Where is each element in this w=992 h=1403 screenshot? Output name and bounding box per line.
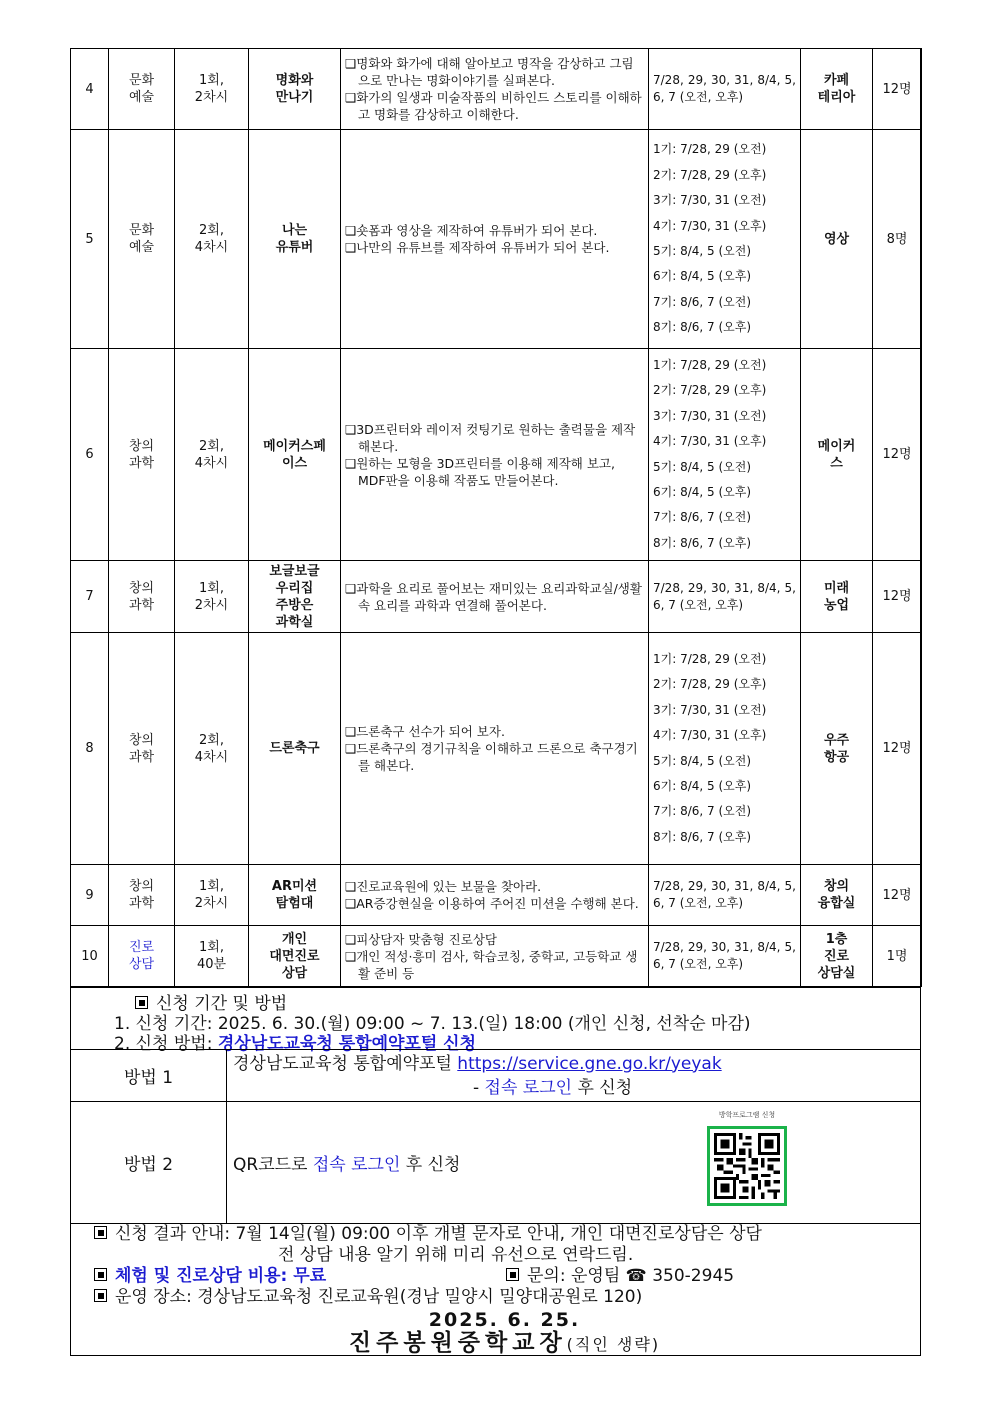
capacity-cell: 8명: [873, 130, 922, 349]
description-cell: [341, 926, 649, 987]
venue-notice: 운영 장소: 경상남도교육청 진로교육원(경남 밀양시 밀양대공원로 120): [70, 1287, 921, 1308]
field-line: 창의: [128, 732, 155, 748]
schedule-cell: [649, 49, 801, 130]
square-bullet-icon: [94, 1226, 107, 1239]
sessions-cell: [175, 926, 249, 987]
field-cell: [109, 865, 175, 926]
signer-name: 진주봉원중학교장: [348, 1330, 567, 1356]
schedule-item: 7/28, 29, 30, 31, 8/4, 5, 6, 7 (오전, 오후): [653, 580, 796, 612]
program-row: [71, 561, 922, 633]
sessions-line: 4차시: [194, 240, 229, 255]
schedule-cell: [649, 561, 801, 633]
description-line: ❑AR증강현실을 이용하여 주어진 미션을 수행해 본다.: [345, 896, 639, 911]
place-cell: [801, 49, 873, 130]
result-notice: 신청 결과 안내: 7월 14일(월) 09:00 이후 개별 문자로 안내, 개인 대면진로상담은 상담: [70, 1224, 921, 1245]
field-line: 문화: [128, 223, 155, 238]
schedule-item: 2기: 7/28, 29 (오후): [653, 383, 767, 398]
description-line: ❑진로교육원에 있는 보물을 찾아라.: [345, 879, 542, 894]
description-cell: [341, 633, 649, 865]
schedule-item: 6기: 8/4, 5 (오후): [653, 484, 752, 499]
program-title-cell: [249, 926, 341, 987]
schedule-item: 5기: 8/4, 5 (오전): [653, 459, 752, 474]
program-title-line: 메이커스페: [263, 438, 326, 454]
program-title-line: 보글보글: [269, 563, 320, 579]
schedule-item: 2기: 7/28, 29 (오후): [653, 167, 767, 182]
description-line: ❑개인 적성·흥미 검사, 학습코칭, 중학교, 고등학교 생활 준비 등: [345, 948, 638, 981]
place-line: 창의: [823, 879, 850, 894]
description-line: ❑피상담자 맞춤형 진로상담: [345, 931, 497, 947]
square-bullet-icon: [506, 1268, 519, 1281]
square-bullet-icon: [135, 996, 148, 1009]
program-title-line: 이스: [281, 455, 308, 471]
row-number: 9: [71, 865, 109, 926]
row-number: 4: [71, 49, 109, 130]
signature-line: [70, 1330, 921, 1356]
schedule-item: 4기: 7/30, 31 (오후): [653, 728, 767, 743]
field-cell: [109, 633, 175, 865]
schedule-item: 7기: 8/6, 7 (오전): [653, 804, 752, 819]
field-line: 창의: [128, 438, 155, 454]
program-title-line: 드론축구: [269, 741, 320, 756]
place-line: 진로: [823, 948, 850, 964]
field-line: 예술: [128, 90, 155, 105]
square-bullet-icon: [94, 1289, 107, 1302]
description-line: ❑과학을 요리로 풀어보는 재미있는 요리과학교실/생활속 요리를 과학과 연결해 풀어본다.: [345, 580, 642, 613]
contact-notice: 문의: 운영팀 ☎ 350-2945: [506, 1266, 734, 1287]
program-title-line: 대면진로: [269, 948, 320, 964]
description-line: ❑숏폼과 영상을 제작하여 유튜버가 되어 본다.: [345, 223, 598, 238]
method-table: [70, 1049, 921, 1224]
sessions-line: 2회,: [199, 438, 224, 454]
sessions-line: 1회,: [199, 73, 224, 88]
sessions-cell: [175, 633, 249, 865]
place-cell: [801, 561, 873, 633]
description-cell: [341, 49, 649, 130]
schedule-item: 1기: 7/28, 29 (오전): [653, 142, 767, 157]
description-line: ❑명화와 화가에 대해 알아보고 명작을 감상하고 그림으로 만나는 명화이야기를 실펴본다.: [345, 56, 634, 88]
method2-content: QR코드로 접속 로그인 후 신청 방학프로그램 신청: [227, 1102, 921, 1224]
sessions-cell: [175, 130, 249, 349]
program-title-line: 만나기: [275, 90, 314, 105]
schedule-item: 7/28, 29, 30, 31, 8/4, 5, 6, 7 (오전, 오후): [653, 940, 796, 971]
schedule-item: 7/28, 29, 30, 31, 8/4, 5, 6, 7 (오전, 오후): [653, 879, 796, 910]
description-cell: [341, 130, 649, 349]
qr-block[interactable]: [707, 1110, 787, 1206]
field-line: 과학: [128, 896, 155, 911]
schedule-item: 6기: 8/4, 5 (오후): [653, 269, 752, 284]
schedule-item: 3기: 7/30, 31 (오전): [653, 702, 767, 717]
field-cell: [109, 130, 175, 349]
method1-content: 경상남도교육청 통합예약포털 https://service.gne.go.kr/yeyak - 접속 로그인 후 신청: [227, 1050, 921, 1102]
program-title-line: 상담: [281, 965, 308, 981]
sessions-line: 2차시: [194, 597, 229, 613]
row-number: 6: [71, 349, 109, 561]
schedule-item: 3기: 7/30, 31 (오전): [653, 193, 767, 208]
field-line: 상담: [128, 957, 155, 972]
cost-contact-line: [70, 1266, 921, 1287]
description-line: ❑나만의 유튜브를 제작하여 유튜버가 되어 본다.: [345, 240, 610, 255]
sessions-line: 4차시: [194, 455, 229, 471]
signer-note: (직인 생략): [566, 1335, 661, 1354]
place-cell: [801, 926, 873, 987]
program-title-line: 탐험대: [275, 896, 314, 911]
sessions-line: 40분: [196, 957, 227, 972]
capacity-cell: 12명: [873, 865, 922, 926]
capacity-cell: 12명: [873, 633, 922, 865]
schedule-item: 8기: 8/6, 7 (오후): [653, 320, 752, 335]
description-line: ❑3D프린터와 레이저 컷팅기로 원하는 출력물을 제작해본다.: [345, 421, 636, 454]
place-line: 스: [830, 455, 843, 471]
row-number: 8: [71, 633, 109, 865]
program-table: [70, 48, 922, 987]
place-line: 농업: [823, 597, 850, 613]
program-title-cell: [249, 349, 341, 561]
sessions-line: 1회,: [199, 580, 224, 596]
field-line: 예술: [128, 240, 155, 255]
sessions-cell: [175, 561, 249, 633]
schedule-cell: [649, 349, 801, 561]
field-line: 진로: [128, 940, 155, 955]
apply-heading: 신청 기간 및 방법: [135, 989, 287, 1014]
schedule-cell: [649, 865, 801, 926]
apply-method: 2. 신청 방법: 경상남도교육청 통합예약포털 신청: [114, 1034, 477, 1054]
row-number: 10: [71, 926, 109, 987]
program-title-line: 우리집: [275, 580, 314, 596]
program-title-line: 명화와: [275, 73, 314, 88]
capacity-cell: 12명: [873, 349, 922, 561]
capacity-cell: 12명: [873, 561, 922, 633]
place-line: 융합실: [817, 896, 856, 911]
place-cell: [801, 633, 873, 865]
schedule-item: 8기: 8/6, 7 (오후): [653, 829, 752, 844]
schedule-item: 3기: 7/30, 31 (오전): [653, 408, 767, 423]
schedule-cell: [649, 130, 801, 349]
field-cell: [109, 349, 175, 561]
schedule-item: 7/28, 29, 30, 31, 8/4, 5, 6, 7 (오전, 오후): [653, 73, 796, 104]
program-row: [71, 49, 922, 130]
place-line: 메이커: [817, 438, 856, 454]
sessions-line: 2차시: [194, 90, 229, 105]
place-line: 항공: [823, 749, 850, 765]
program-row: [71, 926, 922, 987]
row-number: 5: [71, 130, 109, 349]
schedule-item: 1기: 7/28, 29 (오전): [653, 357, 767, 372]
program-title-line: AR미션: [271, 879, 318, 894]
sessions-line: 4차시: [194, 749, 229, 765]
program-title-line: 개인: [281, 931, 308, 947]
field-line: 과학: [128, 597, 155, 613]
schedule-item: 4기: 7/30, 31 (오후): [653, 218, 767, 233]
cost-notice: 체험 및 진로상담 비용: 무료: [115, 1266, 327, 1286]
field-line: 창의: [128, 580, 155, 596]
field-cell: [109, 49, 175, 130]
row-number: 7: [71, 561, 109, 633]
field-line: 과학: [128, 455, 155, 471]
program-title-line: 유튜버: [275, 240, 314, 255]
program-title-cell: [249, 561, 341, 633]
sessions-line: 2차시: [194, 896, 229, 911]
notice-section: [70, 1223, 921, 1356]
field-cell: [109, 926, 175, 987]
qr-code-icon[interactable]: [707, 1126, 787, 1206]
field-line: 과학: [128, 749, 155, 765]
schedule-item: 4기: 7/30, 31 (오후): [653, 434, 767, 449]
program-row: [71, 349, 922, 561]
qr-caption: 방학프로그램 신청: [718, 1111, 776, 1119]
sessions-cell: [175, 49, 249, 130]
apply-section: [70, 987, 921, 1054]
program-row: [71, 633, 922, 865]
sessions-line: 2회,: [199, 223, 224, 238]
description-line: ❑드론축구의 경기규칙을 이해하고 드론으로 축구경기를 해본다.: [345, 741, 638, 773]
sessions-line: 1회,: [199, 940, 224, 955]
field-line: 창의: [128, 879, 155, 894]
description-cell: [341, 349, 649, 561]
place-cell: [801, 865, 873, 926]
schedule-item: 6기: 8/4, 5 (오후): [653, 778, 752, 793]
description-line: ❑드론축구 선수가 되어 보자.: [345, 724, 505, 739]
description-cell: [341, 865, 649, 926]
place-line: 1층: [825, 931, 848, 947]
sessions-cell: [175, 865, 249, 926]
place-line: 카페: [823, 73, 850, 88]
program-title-cell: [249, 865, 341, 926]
issue-date: 2025. 6. 25.: [428, 1309, 581, 1331]
capacity-cell: 1명: [873, 926, 922, 987]
field-cell: [109, 561, 175, 633]
method2-label: 방법 2: [71, 1102, 227, 1224]
square-bullet-icon: [94, 1268, 107, 1281]
schedule-cell: [649, 926, 801, 987]
place-cell: [801, 349, 873, 561]
description-cell: [341, 561, 649, 633]
place-line: 우주: [823, 732, 850, 748]
program-title-cell: [249, 130, 341, 349]
schedule-item: 2기: 7/28, 29 (오후): [653, 677, 767, 692]
schedule-cell: [649, 633, 801, 865]
sessions-line: 2회,: [199, 732, 224, 748]
schedule-item: 7기: 8/6, 7 (오전): [653, 294, 752, 309]
place-line: 테리아: [817, 90, 856, 105]
result-notice-cont: 전 상담 내용 알기 위해 미리 유선으로 연락드림.: [278, 1245, 634, 1265]
program-title-line: 과학실: [275, 614, 314, 630]
sessions-cell: [175, 349, 249, 561]
place-line: 상담실: [817, 965, 856, 981]
sessions-line: 1회,: [199, 879, 224, 894]
place-line: 미래: [823, 580, 850, 596]
program-row: [71, 865, 922, 926]
program-title-line: 주방은: [275, 597, 314, 613]
program-row: [71, 130, 922, 349]
description-line: ❑화가의 일생과 미술작품의 비하인드 스토리를 이해하고 명화를 감상하고 이해한다.: [345, 90, 642, 122]
reservation-portal-link[interactable]: https://service.gne.go.kr/yeyak: [457, 1053, 722, 1074]
place-cell: [801, 130, 873, 349]
field-line: 문화: [128, 73, 155, 88]
schedule-item: 8기: 8/6, 7 (오후): [653, 535, 752, 550]
schedule-item: 7기: 8/6, 7 (오전): [653, 510, 752, 525]
program-title-cell: [249, 633, 341, 865]
description-line: ❑원하는 모형을 3D프린터를 이용해 제작해 보고, MDF판을 이용해 작품도 만들어본다.: [345, 455, 615, 488]
place-line: 영상: [823, 231, 850, 247]
schedule-item: 5기: 8/4, 5 (오전): [653, 753, 752, 768]
program-title-line: 나는: [281, 223, 308, 238]
schedule-item: 5기: 8/4, 5 (오전): [653, 244, 752, 258]
schedule-item: 1기: 7/28, 29 (오전): [653, 651, 767, 666]
method1-label: 방법 1: [71, 1050, 227, 1102]
capacity-cell: 12명: [873, 49, 922, 130]
apply-period: 1. 신청 기간: 2025. 6. 30.(월) 09:00 ~ 7. 13.(일) 18:00 (개인 신청, 선착순 마감): [114, 1014, 751, 1034]
program-title-cell: [249, 49, 341, 130]
